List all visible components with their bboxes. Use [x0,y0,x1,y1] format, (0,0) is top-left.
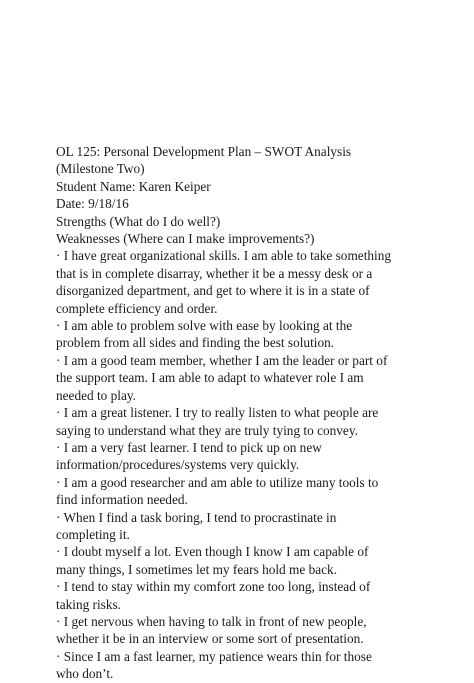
list-item-line: · I am able to problem solve with ease by looking at the [56,318,353,334]
document-title-line-1: OL 125: Personal Development Plan – SWOT Analysis [56,144,352,159]
list-item-line: · I am a great listener. I try to really listen to what people are [56,405,379,421]
weaknesses-heading: Weaknesses (Where can I make improvements?) [56,231,315,247]
list-item-line: needed to play. [56,387,136,403]
list-item-line: information/procedures/systems very quickly. [56,457,300,473]
list-item-line: · I have great organizational skills. I am able to take something [56,248,392,264]
list-item [56,474,446,509]
list-item-line: completing it. [56,526,130,542]
list-item [56,509,446,544]
list-item-line: problem from all sides and finding the best solution. [56,335,335,351]
list-item-line: find information needed. [56,492,188,508]
list-item-line: · I am a good team member, whether I am the leader or part of [56,352,388,368]
list-item [56,543,446,578]
list-item-line: whether it be in an interview or some sort of presentation. [56,631,364,647]
document-date: Date: 9/18/16 [56,196,129,212]
list-item [56,613,446,648]
list-item [56,317,446,352]
list-item [56,247,446,317]
list-item-line: · I get nervous when having to talk in front of new people, [56,613,367,629]
list-item-line: saying to understand what they are truly tying to convey. [56,422,358,438]
list-item-line: many things, I sometimes let my fears hold me back. [56,561,338,577]
list-item-line: disorganized department, and get to where it is in a state of [56,283,370,299]
list-item-line: · I am a good researcher and am able to utilize many tools to [56,474,379,490]
list-item [56,439,446,474]
list-item-line: · I doubt myself a lot. Even though I know I am capable of [56,544,369,560]
document-body [56,143,446,683]
list-item [56,404,446,439]
list-item-line: · I tend to stay within my comfort zone too long, instead of [56,579,371,595]
list-item [56,648,446,683]
list-item-line: complete efficiency and order. [56,300,218,316]
list-item-line: taking risks. [56,596,122,612]
student-name: Student Name: Karen Keiper [56,178,211,194]
list-item [56,352,446,404]
list-item-line: · I am a very fast learner. I tend to pick up on new [56,439,322,455]
strengths-heading: Strengths (What do I do well?) [56,213,221,229]
list-item-line: who don’t. [56,666,114,682]
list-item-line: the support team. I am able to adapt to whatever role I am [56,370,364,386]
list-item [56,578,446,613]
document-title-line-2: (Milestone Two) [56,161,145,177]
list-item-line: that is in complete disarray, whether it be a messy desk or a [56,265,373,281]
list-item-line: · Since I am a fast learner, my patience wears thin for those [56,648,372,664]
list-item-line: · When I find a task boring, I tend to procrastinate in [56,509,337,525]
